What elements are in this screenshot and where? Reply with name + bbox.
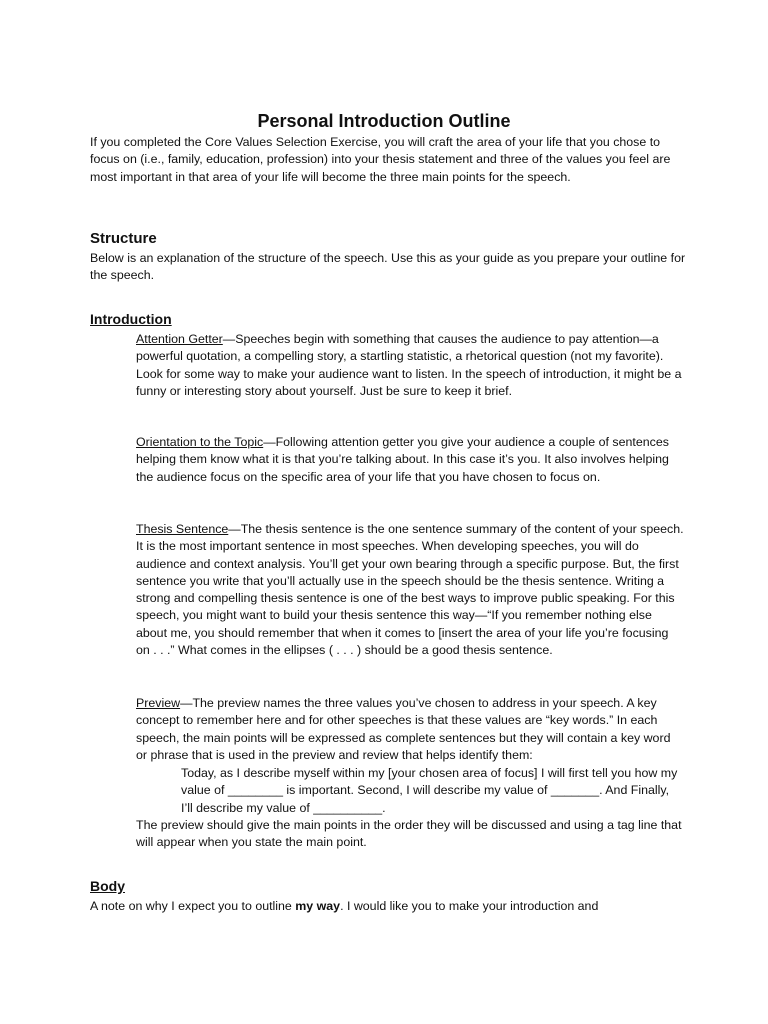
thesis-paragraph [136,521,684,659]
orientation-label: Orientation to the Topic [136,435,264,449]
preview-text: —The preview names the three values you’ve chosen to address in your speech. A key concept to remember here and for other speeches is that these values are “key words.” In each speech, the main points will be expressed as complete sentences but they will contain a key word or phrase that is used in the preview and review that helps identify them: [136,696,671,762]
preview-example: Today, as I describe myself within my [your chosen area of focus] I will first tell you how my value of ________ is important. Second, I will describe my value of _______. And Finally, I’ll describe my value of __________. [181,766,678,815]
intro-paragraph: If you completed the Core Values Selection Exercise, you will craft the area of your life that you chose to focus on (i.e., family, education, profession) into your thesis statement and three of the values you feel are most important in that area of your life will become the three main points for the speech. [90,135,671,184]
body-text-bold: my way [295,899,341,913]
body-text-after: . I would like you to make your introduction and [340,899,599,913]
preview-label: Preview [136,696,181,710]
thesis-label: Thesis Sentence [136,522,229,536]
orientation-text: —Following attention getter you give your audience a couple of sentences helping them know what it is that you’re talking about. In this case it’s you. It also involves helping the audience focus on the specific area of your life that you have chosen to focus on. [136,435,669,484]
body-paragraph [90,898,690,915]
attention-getter-label: Attention Getter [136,332,223,346]
document-title: Personal Introduction Outline [257,111,511,131]
structure-paragraph: Below is an explanation of the structure of the speech. Use this as your guide as you prepare your outline for the speech. [90,251,686,283]
attention-getter-paragraph [136,331,684,400]
introduction-heading: Introduction [90,311,172,327]
thesis-text: —The thesis sentence is the one sentence summary of the content of your speech. It is the most important sentence in most speeches. When developing speeches, you will do audience and context analysis. You’ll get your own bearing through a specific purpose. But, the first sentence you write that you’ll actually use in the speech should be the thesis sentence. Writing a strong and compelling thesis sentence is one of the best ways to improve public speaking. For this speech, you might want to build your thesis sentence this way—“If you remember nothing else about me, you should remember that when it comes to [insert the area of your life you’re focusing on . . .” What comes in the ellipses ( . . . ) should be a good thesis sentence. [136,522,684,658]
structure-heading: Structure [90,230,157,247]
body-text-before: A note on why I expect you to outline [90,899,296,913]
body-heading: Body [90,878,125,894]
preview-closing: The preview should give the main points in the order they will be discussed and using a tag line that will appear when you state the main point. [136,818,682,850]
preview-paragraph [136,695,684,764]
attention-getter-text: —Speeches begin with something that causes the audience to pay attention—a powerful quotation, a compelling story, a startling statistic, a rhetorical question (not my favorite). Look for some way to make your audience want to listen. In the speech of introduction, it might be a funny or interesting story about yourself. Just be sure to keep it brief. [136,332,682,398]
orientation-paragraph [136,434,684,486]
